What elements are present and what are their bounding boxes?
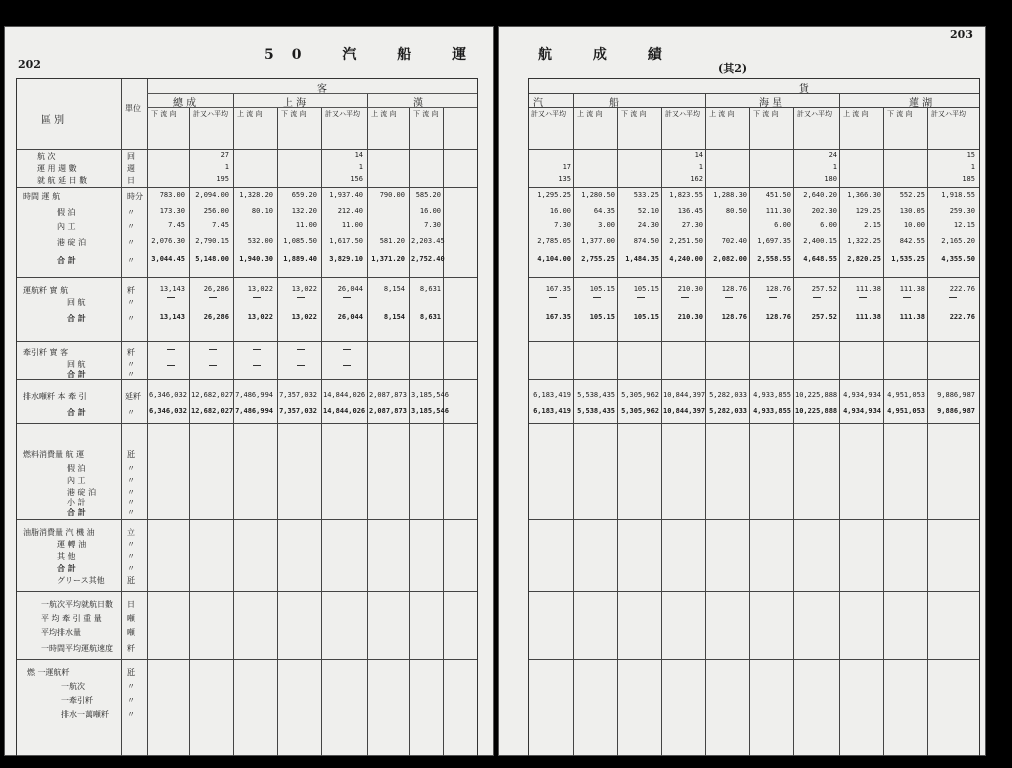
row-unit: 〃 <box>127 408 135 417</box>
row-label: 運 轉 油 <box>57 540 87 549</box>
cell: 4,951,053 <box>887 391 925 399</box>
cell: 8,154 <box>383 285 405 293</box>
row-unit: 粁 <box>127 644 135 653</box>
cell: 257.52 <box>811 313 837 321</box>
cell: 1,328.20 <box>239 191 273 199</box>
cell: 659.20 <box>291 191 317 199</box>
cell: 24 <box>828 151 837 159</box>
subcol-header: 下 流 向 <box>413 110 439 118</box>
row-label: 合 計 <box>57 563 76 573</box>
row-unit: 週 <box>127 164 135 173</box>
cell: 13,143 <box>159 313 185 321</box>
subcol-header: 計又ハ平均 <box>665 110 700 118</box>
cell: 10,225,888 <box>795 391 838 399</box>
row-label: 牽引粁 實 客 <box>23 348 69 357</box>
cell: 15 <box>966 151 975 159</box>
cell: 1 <box>224 163 229 171</box>
cell: 12,682,027 <box>191 407 234 415</box>
subcol-header: 上 流 向 <box>371 110 397 118</box>
row-unit: 〃 <box>127 314 135 323</box>
cell: 7,486,994 <box>235 407 273 415</box>
cell: 7.45 <box>212 221 229 229</box>
row-unit: 〃 <box>127 564 135 573</box>
cell: 1 <box>970 163 975 171</box>
cell: 451.50 <box>765 191 791 199</box>
cell: 13,022 <box>291 313 317 321</box>
cell: 14 <box>354 151 363 159</box>
cell: 2,251.50 <box>669 237 703 245</box>
cell: 2,094.00 <box>195 191 229 199</box>
cell: 9,886,987 <box>937 391 975 399</box>
cell: 1,295.25 <box>537 191 571 199</box>
cell: 26,044 <box>337 313 363 321</box>
cell: 128.76 <box>765 313 791 321</box>
continuation-label: (其2) <box>718 62 748 75</box>
row-label: 一時間平均運航速度 <box>41 644 113 653</box>
cell: 2,400.15 <box>803 237 837 245</box>
cell: 1,535.25 <box>891 255 925 263</box>
cell: 257.52 <box>811 285 837 293</box>
cell: 5,282,033 <box>709 391 747 399</box>
cell: 3,185,546 <box>411 407 449 415</box>
cell: 222.76 <box>949 313 975 321</box>
cell: 581.20 <box>379 237 405 245</box>
cell: 2,558.55 <box>757 255 791 263</box>
cell: 27.30 <box>681 221 703 229</box>
row-unit: 瓩 <box>127 450 135 459</box>
row-unit: 〃 <box>127 696 135 705</box>
row-unit: 日 <box>127 600 135 609</box>
row-unit: 〃 <box>127 488 135 497</box>
cell: 156 <box>350 175 363 183</box>
cell: 1,280.50 <box>581 191 615 199</box>
row-label: 運航粁 實 航 <box>23 286 69 295</box>
cell: 2,820.25 <box>847 255 881 263</box>
cell: 202.30 <box>811 207 837 215</box>
section-header: 海 星 <box>759 98 783 109</box>
cell: 1 <box>358 163 363 171</box>
cell: 2,165.20 <box>941 237 975 245</box>
cell: 13,022 <box>291 285 317 293</box>
row-label: グリース其他 <box>57 576 105 585</box>
row-unit: 時分 <box>127 192 143 201</box>
cell: 10,844,397 <box>663 407 706 415</box>
cell: 7,357,032 <box>279 407 317 415</box>
cell: 3,044.45 <box>151 255 185 263</box>
cell: 80.50 <box>725 207 747 215</box>
cell: 532.00 <box>247 237 273 245</box>
row-label: 合 計 <box>57 255 76 265</box>
row-unit: 粁 <box>127 286 135 295</box>
cell: 2,076.30 <box>151 237 185 245</box>
cell: 1,377.00 <box>581 237 615 245</box>
cell: 14,844,026 <box>323 391 366 399</box>
row-label: 回 航 <box>67 360 86 369</box>
row-label: 合 計 <box>67 369 86 379</box>
row-label: 合 計 <box>67 313 86 323</box>
row-label: 燃料消費量 航 運 <box>23 450 85 459</box>
cell: 1,889.40 <box>283 255 317 263</box>
page-number: 202 <box>18 58 41 71</box>
cell: 259.30 <box>949 207 975 215</box>
subcol-header: 計又ハ平均 <box>193 110 228 118</box>
row-unit: 〃 <box>127 464 135 473</box>
row-unit: 〃 <box>127 222 135 231</box>
row-label-header: 區 別 <box>41 115 65 126</box>
cell: 1,617.50 <box>329 237 363 245</box>
cell: 130.05 <box>899 207 925 215</box>
cell: 874.50 <box>633 237 659 245</box>
section-header: 上 海 <box>283 98 307 109</box>
cell: 6,346,032 <box>149 407 187 415</box>
cell: 7,486,994 <box>235 391 273 399</box>
cell: 10,844,397 <box>663 391 706 399</box>
row-label: 一牽引粁 <box>61 696 93 705</box>
cell: 4,104.00 <box>537 255 571 263</box>
cell: 180 <box>824 175 837 183</box>
cell: 111.38 <box>899 285 925 293</box>
section-header: 汽 <box>533 98 543 109</box>
cell: 135 <box>558 175 571 183</box>
row-label: 排水噸粁 本 牽 引 <box>23 392 87 401</box>
cell: 790.00 <box>379 191 405 199</box>
cell: 2,087,873 <box>369 391 407 399</box>
section-header: 總 成 <box>173 98 197 109</box>
row-label: 平均排水量 <box>41 628 81 637</box>
row-unit: 立 <box>127 528 135 537</box>
subcol-header: 上 流 向 <box>843 110 869 118</box>
cell: 111.38 <box>899 313 925 321</box>
cell: 13,143 <box>159 285 185 293</box>
cell: 11.00 <box>295 221 317 229</box>
row-unit: 〃 <box>127 208 135 217</box>
row-label: 港 碇 泊 <box>57 238 87 247</box>
cell: 7.45 <box>168 221 185 229</box>
cell: 26,286 <box>203 285 229 293</box>
row-unit: 〃 <box>127 476 135 485</box>
row-unit: 〃 <box>127 360 135 369</box>
row-unit: 〃 <box>127 710 135 719</box>
cell: 167.35 <box>545 285 571 293</box>
cell: 4,355.50 <box>941 255 975 263</box>
row-label: 合 計 <box>67 407 86 417</box>
row-unit: 瓩 <box>127 576 135 585</box>
cell: 136.45 <box>677 207 703 215</box>
cell: 105.15 <box>589 285 615 293</box>
group-header: 客 <box>317 84 327 95</box>
right-page <box>498 26 986 756</box>
cell: 80.10 <box>251 207 273 215</box>
cell: 26,044 <box>337 285 363 293</box>
cell: 585.20 <box>415 191 441 199</box>
group-header: 貨 <box>799 84 809 95</box>
row-unit: 延粁 <box>125 392 141 401</box>
cell: 111.30 <box>765 207 791 215</box>
cell: 1,823.55 <box>669 191 703 199</box>
page-title: 航 成 績 <box>538 47 680 63</box>
row-label: 內 工 <box>57 222 76 231</box>
cell: 162 <box>690 175 703 183</box>
cell: 128.76 <box>721 285 747 293</box>
row-label: 回 航 <box>67 298 86 307</box>
cell: 5,305,962 <box>621 407 659 415</box>
cell: 2,755.25 <box>581 255 615 263</box>
cell: 2,082.00 <box>713 255 747 263</box>
cell: 16.00 <box>419 207 441 215</box>
cell: 8,631 <box>419 285 441 293</box>
cell: 128.76 <box>765 285 791 293</box>
cell: 1,322.25 <box>847 237 881 245</box>
cell: 5,148.00 <box>195 255 229 263</box>
row-unit: 〃 <box>127 298 135 307</box>
cell: 10,225,888 <box>795 407 838 415</box>
section-header: 蓮 湖 <box>909 98 933 109</box>
cell: 2,203.45 <box>411 237 445 245</box>
cell: 1,937.40 <box>329 191 363 199</box>
row-unit: 噸 <box>127 628 135 637</box>
cell: 222.76 <box>949 285 975 293</box>
cell: 1,371.20 <box>371 255 405 263</box>
cell: 2,790.15 <box>195 237 229 245</box>
cell: 702.40 <box>721 237 747 245</box>
cell: 1,484.35 <box>625 255 659 263</box>
cell: 4,648.55 <box>803 255 837 263</box>
cell: 4,934,934 <box>843 407 881 415</box>
cell: 16.00 <box>549 207 571 215</box>
row-unit: 日 <box>127 176 135 185</box>
row-label: 其 他 <box>57 552 76 561</box>
cell: 13,022 <box>247 285 273 293</box>
row-unit: 〃 <box>127 498 135 507</box>
row-label: 排水一萬噸粁 <box>61 710 109 719</box>
cell: 8,631 <box>419 313 441 321</box>
page-number: 203 <box>950 28 973 41</box>
cell: 1 <box>698 163 703 171</box>
cell: 4,951,053 <box>887 407 925 415</box>
row-label: 小 計 <box>67 498 86 507</box>
cell: 132.20 <box>291 207 317 215</box>
row-unit: 〃 <box>127 256 135 265</box>
row-unit: 回 <box>127 152 135 161</box>
cell: 2,752.40 <box>411 255 445 263</box>
row-unit: 瓩 <box>127 668 135 677</box>
cell: 167.35 <box>545 313 571 321</box>
unit-header: 單位 <box>125 104 141 113</box>
cell: 17 <box>562 163 571 171</box>
cell: 3,185,546 <box>411 391 449 399</box>
cell: 12,682,027 <box>191 391 234 399</box>
cell: 533.25 <box>633 191 659 199</box>
cell: 13,022 <box>247 313 273 321</box>
cell: 3,829.10 <box>329 255 363 263</box>
cell: 210.30 <box>677 313 703 321</box>
subcol-header: 下 流 向 <box>887 110 913 118</box>
row-unit: 噸 <box>127 614 135 623</box>
cell: 14,844,026 <box>323 407 366 415</box>
cell: 783.00 <box>159 191 185 199</box>
row-unit: 〃 <box>127 508 135 517</box>
cell: 195 <box>216 175 229 183</box>
row-label: 燃 一運航粁 <box>27 668 70 677</box>
data-table <box>16 78 478 756</box>
row-label: 航 次 <box>37 152 56 161</box>
cell: 128.76 <box>721 313 747 321</box>
cell: 10.00 <box>903 221 925 229</box>
row-label: 合 計 <box>67 507 86 517</box>
cell: 129.25 <box>855 207 881 215</box>
cell: 105.15 <box>589 313 615 321</box>
cell: 173.30 <box>159 207 185 215</box>
subcol-header: 下 流 向 <box>151 110 177 118</box>
cell: 6,183,419 <box>533 391 571 399</box>
cell: 5,305,962 <box>621 391 659 399</box>
cell: 4,933,855 <box>753 391 791 399</box>
cell: 52.10 <box>637 207 659 215</box>
cell: 6.00 <box>774 221 791 229</box>
cell: 105.15 <box>633 285 659 293</box>
row-label: 一航次 <box>61 682 85 691</box>
section-header: 漢 <box>413 98 423 109</box>
subcol-header: 計又ハ平均 <box>325 110 360 118</box>
row-label: 假 泊 <box>67 464 86 473</box>
row-label: 運 用 週 數 <box>37 164 77 173</box>
cell: 26,286 <box>203 313 229 321</box>
cell: 1 <box>832 163 837 171</box>
row-label: 油脂消費量 汽 機 油 <box>23 528 95 537</box>
subcol-header: 下 流 向 <box>753 110 779 118</box>
cell: 185 <box>962 175 975 183</box>
cell: 2.15 <box>864 221 881 229</box>
cell: 1,697.35 <box>757 237 791 245</box>
cell: 5,538,435 <box>577 407 615 415</box>
row-unit: 〃 <box>127 682 135 691</box>
cell: 3.00 <box>598 221 615 229</box>
cell: 1,918.55 <box>941 191 975 199</box>
cell: 14 <box>694 151 703 159</box>
row-unit: 〃 <box>127 370 135 379</box>
cell: 2,785.05 <box>537 237 571 245</box>
data-table <box>528 78 980 756</box>
row-label: 假 泊 <box>57 208 76 217</box>
cell: 27 <box>220 151 229 159</box>
cell: 24.30 <box>637 221 659 229</box>
subcol-header: 下 流 向 <box>621 110 647 118</box>
cell: 1,940.30 <box>239 255 273 263</box>
cell: 64.35 <box>593 207 615 215</box>
cell: 7.30 <box>554 221 571 229</box>
row-unit: 〃 <box>127 552 135 561</box>
cell: 2,640.20 <box>803 191 837 199</box>
cell: 212.40 <box>337 207 363 215</box>
cell: 105.15 <box>633 313 659 321</box>
row-unit: 粁 <box>127 348 135 357</box>
subcol-header: 上 流 向 <box>709 110 735 118</box>
cell: 9,886,987 <box>937 407 975 415</box>
cell: 5,538,435 <box>577 391 615 399</box>
row-label: 港 碇 泊 <box>67 488 97 497</box>
cell: 5,282,033 <box>709 407 747 415</box>
subcol-header: 計又ハ平均 <box>531 110 566 118</box>
cell: 842.55 <box>899 237 925 245</box>
cell: 111.38 <box>855 313 881 321</box>
cell: 111.38 <box>855 285 881 293</box>
page-title: 50 汽 船 運 <box>264 47 485 63</box>
cell: 7.30 <box>424 221 441 229</box>
cell: 12.15 <box>953 221 975 229</box>
cell: 256.00 <box>203 207 229 215</box>
cell: 11.00 <box>341 221 363 229</box>
row-label: 時間 運 航 <box>23 192 61 201</box>
row-label: 平 均 牽 引 重 量 <box>41 614 102 623</box>
cell: 1,288.30 <box>713 191 747 199</box>
cell: 1,085.50 <box>283 237 317 245</box>
row-label: 內 工 <box>67 476 86 485</box>
section-header: 船 <box>609 98 619 109</box>
cell: 6.00 <box>820 221 837 229</box>
subcol-header: 下 流 向 <box>281 110 307 118</box>
row-unit: 〃 <box>127 540 135 549</box>
left-page <box>4 26 494 756</box>
row-label: 一航次平均就航日數 <box>41 600 113 609</box>
cell: 552.25 <box>899 191 925 199</box>
cell: 210.30 <box>677 285 703 293</box>
cell: 7,357,032 <box>279 391 317 399</box>
cell: 1,366.30 <box>847 191 881 199</box>
subcol-header: 計又ハ平均 <box>931 110 966 118</box>
row-unit: 〃 <box>127 238 135 247</box>
cell: 6,346,032 <box>149 391 187 399</box>
cell: 4,934,934 <box>843 391 881 399</box>
subcol-header: 上 流 向 <box>237 110 263 118</box>
cell: 6,183,419 <box>533 407 571 415</box>
cell: 8,154 <box>383 313 405 321</box>
subcol-header: 上 流 向 <box>577 110 603 118</box>
cell: 4,240.00 <box>669 255 703 263</box>
cell: 4,933,855 <box>753 407 791 415</box>
subcol-header: 計又ハ平均 <box>797 110 832 118</box>
row-label: 就 航 延 日 數 <box>37 176 88 185</box>
cell: 2,087,873 <box>369 407 407 415</box>
